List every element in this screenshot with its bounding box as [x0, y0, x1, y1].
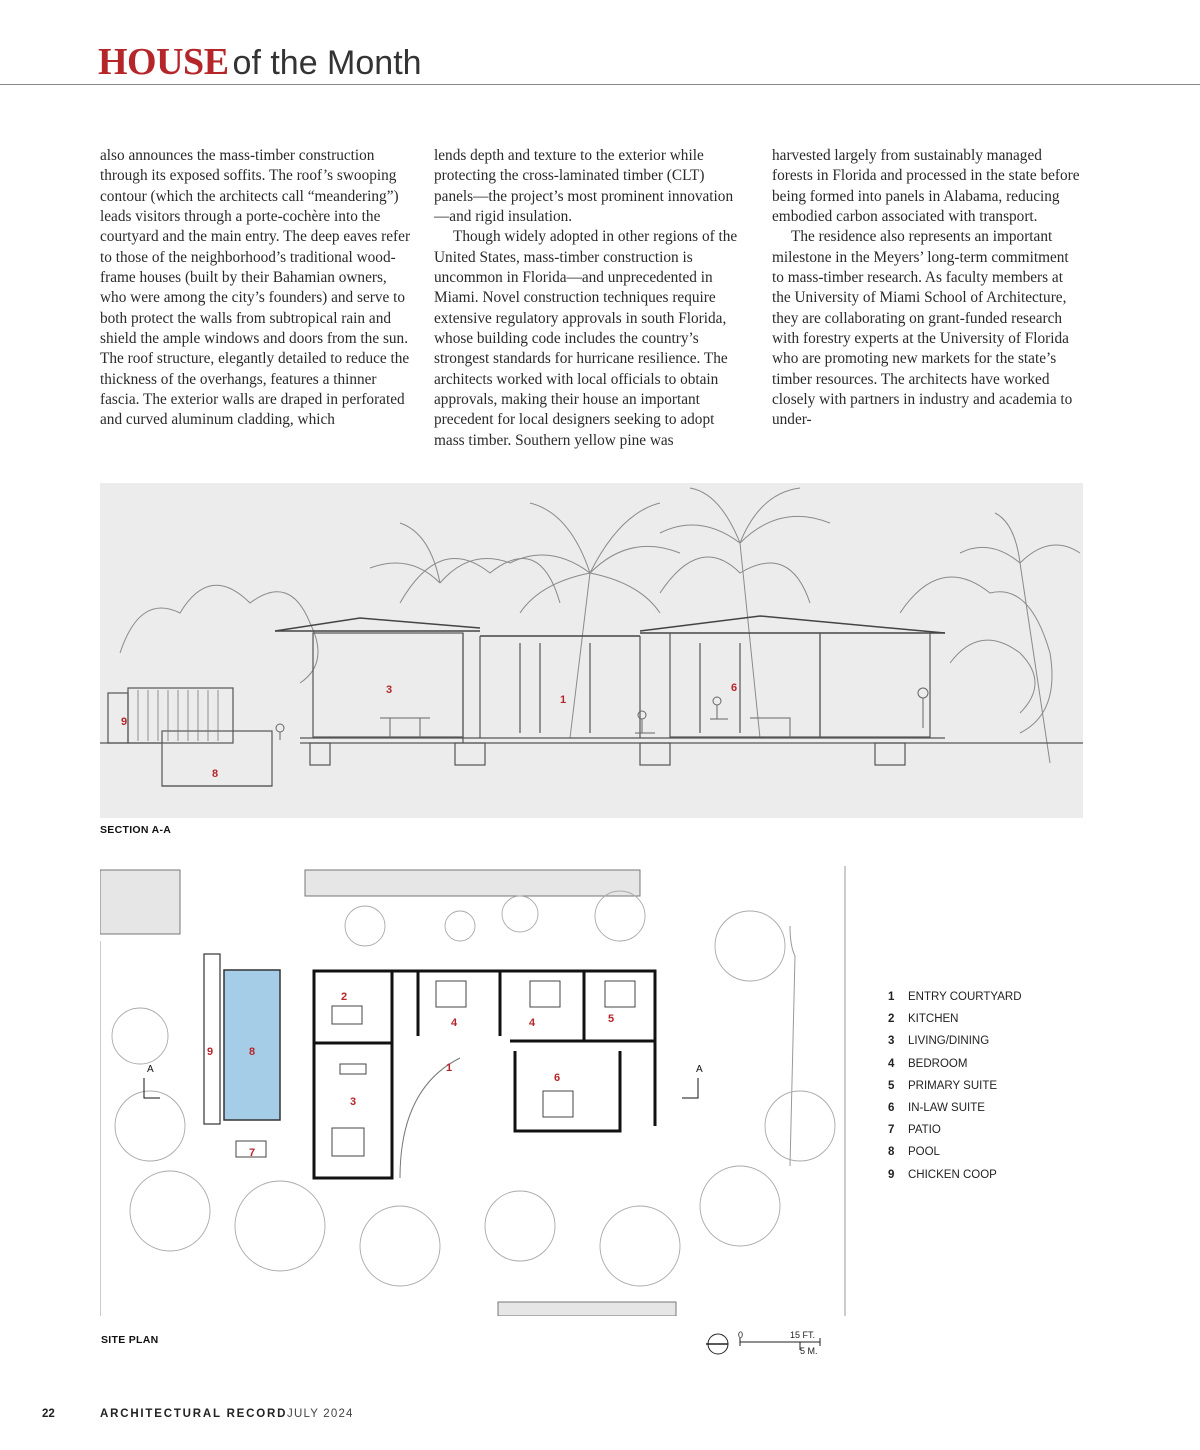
plan-section-mark-a-left: A [147, 1064, 154, 1075]
legend-label: LIVING/DINING [908, 1035, 990, 1048]
legend-item [888, 1030, 1022, 1052]
section-illustration [100, 483, 1083, 818]
scale-zero: 0 [738, 1330, 744, 1340]
legend-number: 8 [888, 1146, 895, 1159]
section-marker-3: 3 [386, 684, 393, 696]
legend-number: 5 [888, 1079, 895, 1092]
legend-number: 2 [888, 1013, 895, 1026]
plan-marker-3: 3 [350, 1096, 357, 1108]
legend-number: 9 [888, 1168, 895, 1181]
plan-marker-7: 7 [249, 1147, 256, 1159]
issue-date: JULY 2024 [287, 1408, 354, 1420]
plan-marker-5: 5 [608, 1013, 615, 1025]
legend-label: IN-LAW SUITE [908, 1102, 985, 1115]
plan-marker-6: 6 [554, 1072, 561, 1084]
legend-item [888, 1164, 1022, 1186]
plan-marker-4b: 4 [529, 1017, 536, 1029]
legend-label: CHICKEN COOP [908, 1168, 997, 1181]
scale-bar [706, 1328, 836, 1360]
legend-label: PRIMARY SUITE [908, 1079, 998, 1092]
section-marker-9: 9 [121, 716, 128, 728]
legend-item [888, 1119, 1022, 1141]
header-house: HOUSE [98, 41, 229, 83]
legend-item [888, 1053, 1022, 1075]
magazine-name: ARCHITECTURAL RECORD [100, 1408, 288, 1420]
plan-marker-9: 9 [207, 1046, 214, 1058]
scale-m: 5 M. [800, 1346, 818, 1356]
section-marker-1: 1 [560, 694, 567, 706]
legend-item [888, 1075, 1022, 1097]
section-marker-6: 6 [731, 682, 738, 694]
plan-marker-4a: 4 [451, 1017, 458, 1029]
section-caption: SECTION A-A [100, 824, 172, 836]
legend-label: PATIO [908, 1124, 941, 1137]
section-header [98, 40, 422, 84]
legend-number: 7 [888, 1124, 895, 1137]
legend-number: 3 [888, 1035, 895, 1048]
paragraph: The residence also represents an important milestone in the Meyers’ long-term commitment to mass-timber research. As faculty members at the University of Miami School of Architecture, they are collaborating on grant-funded research with forestry experts at the University of Florida who are promoting new markets for the state’s timber resources. The architects have worked closely with partners in industry and academia to under- [772, 228, 1073, 429]
plan-section-mark-a-right: A [696, 1064, 703, 1075]
legend-label: KITCHEN [908, 1013, 959, 1026]
legend-label: POOL [908, 1146, 940, 1159]
plan-legend [888, 986, 1022, 1186]
legend-number: 4 [888, 1057, 895, 1070]
page-number: 22 [42, 1408, 55, 1420]
site-plan-drawing [100, 866, 860, 1316]
section-drawing [100, 483, 1083, 818]
site-plan-illustration [100, 866, 860, 1316]
header-rule [0, 84, 1200, 85]
site-plan-caption: SITE PLAN [101, 1334, 159, 1346]
legend-item [888, 1097, 1022, 1119]
legend-item [888, 1141, 1022, 1163]
plan-marker-8: 8 [249, 1046, 256, 1058]
paragraph: lends depth and texture to the exterior while protecting the cross-laminated timber (CLT) panels—the project’s most prominent innovation—and rigid insulation. [434, 147, 734, 226]
legend-item [888, 986, 1022, 1008]
scale-ft: 15 FT. [790, 1330, 816, 1340]
paragraph: Though widely adopted in other regions of the United States, mass-timber construction is uncommon in Florida—and unprecedented in Miami. Novel construction techniques require extensive regulatory approvals in south Florida, whose building code includes the country’s strongest standards for hurricane resilience. The architects worked with local officials to obtain approvals, making their house an important precedent for local designers seeking to adopt mass timber. Southern yellow pine was [434, 228, 738, 449]
header-of-the-month: of the Month [232, 44, 422, 82]
legend-item [888, 1008, 1022, 1030]
legend-label: ENTRY COURTYARD [908, 991, 1022, 1004]
paragraph: also announces the mass-timber construction through its exposed soffits. The roof’s swooping contour (which the architects call “meandering”) leads visitors through a porte-cochère into the courtyard and the main entry. The deep eaves refer to those of the neighborhood’s traditional wood-frame houses (built by their Bahamian owners, who were among the city’s founders) and serve to both protect the walls from subtropical rain and shield the ample windows and doors from the sun. The roof structure, elegantly detailed to reduce the thickness of the overhangs, features a thinner fascia. The exterior walls are draped in perforated and curved aluminum cladding, which [100, 147, 411, 429]
legend-label: BEDROOM [908, 1057, 968, 1070]
article-column-2 [434, 146, 746, 451]
section-marker-8: 8 [212, 768, 219, 780]
legend-number: 1 [888, 991, 895, 1004]
north-arrow-icon [706, 1328, 836, 1360]
plan-marker-2: 2 [341, 991, 348, 1003]
article-column-3 [772, 146, 1084, 431]
paragraph: harvested largely from sustainably managed forests in Florida and processed in the state before being formed into panels in Alabama, reducing embodied carbon associated with transport. [772, 147, 1080, 226]
legend-number: 6 [888, 1102, 895, 1115]
article-column-1 [100, 146, 412, 431]
plan-marker-1: 1 [446, 1062, 453, 1074]
